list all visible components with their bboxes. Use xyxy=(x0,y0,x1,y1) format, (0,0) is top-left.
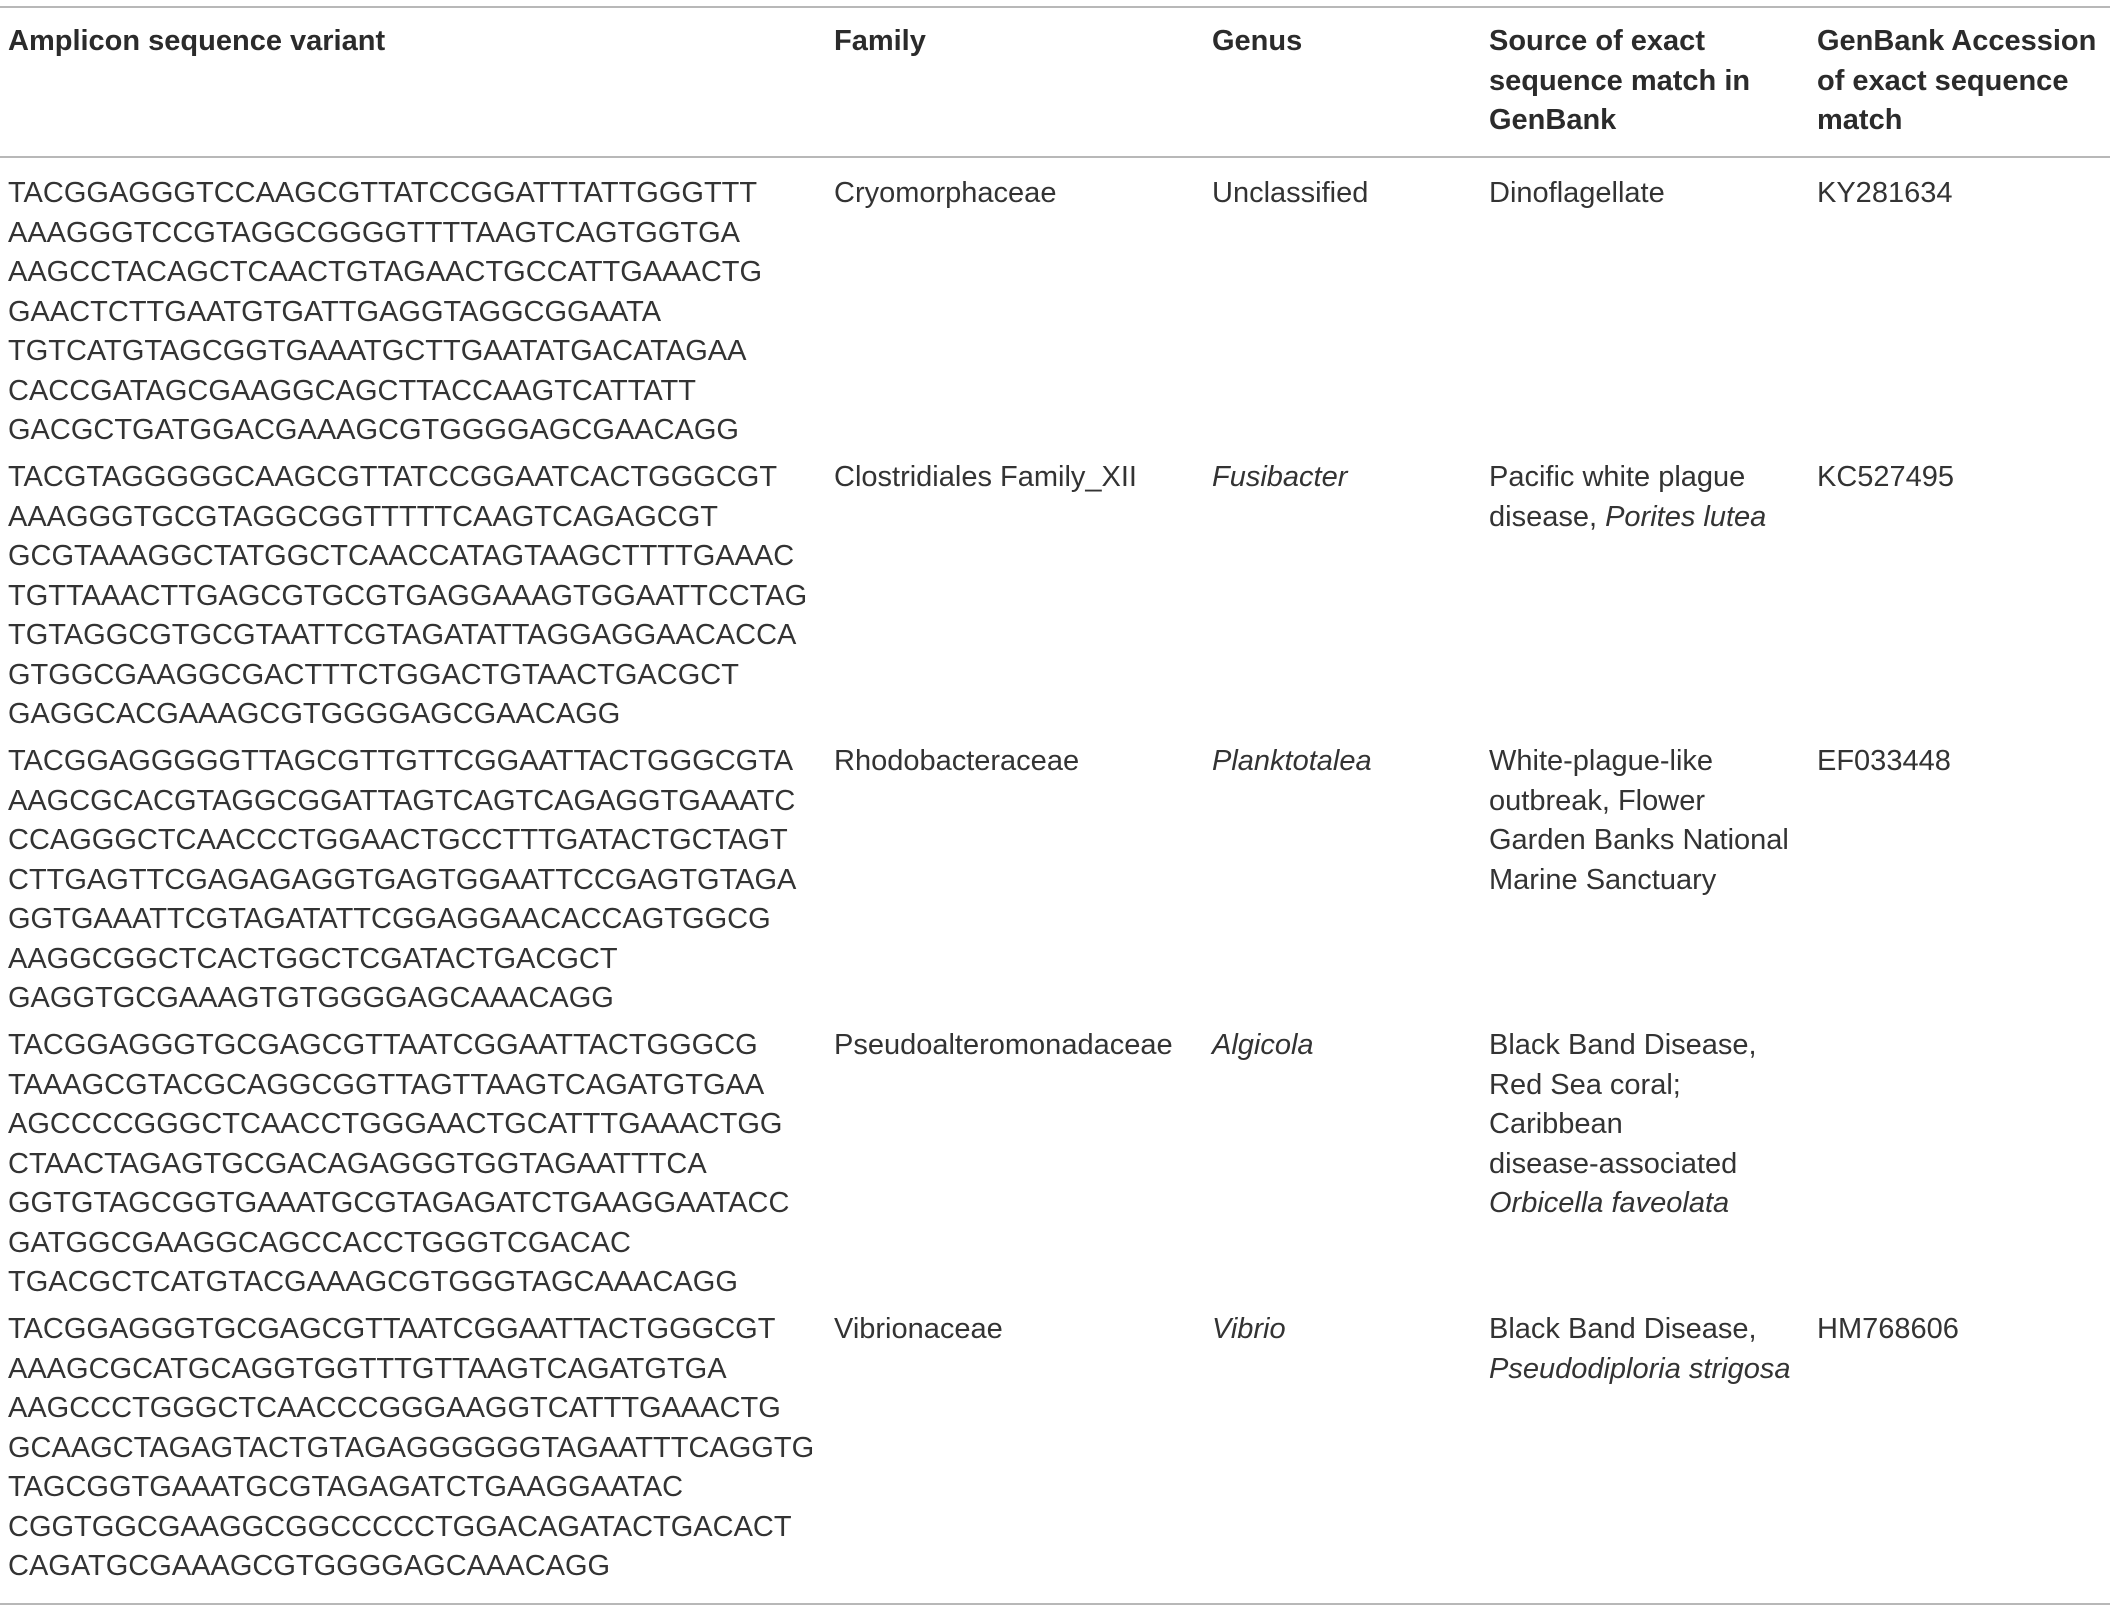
row1-genus: Unclassified xyxy=(1212,177,1369,209)
row1-family: Cryomorphaceae xyxy=(834,177,1057,209)
row2-family: Clostridiales Family_XII xyxy=(834,461,1137,493)
row1-sequence: TACGGAGGGTCCAAGCGTTATCCGGATTTATTGGGTTT AAAGGGTCCGTAGGCGGGGTTTTAAGTCAGTGGTGA AAGCCTACAGCTCAACTGTAGAACTGCCATTGAAACTG GAACTCTTGAATGTGATTGAGGTAGGCGGAATA TGTCATGTAGCGGTGAAATGCTTGAATATGACATAGAA CACCGATAGCGAAGGCAGCTTACCAAGTCATTATT GACGCTGATGGACGAAAGCGTGGGGAGCGAACAGG xyxy=(8,177,763,446)
row5-sequence: TACGGAGGGTGCGAGCGTTAATCGGAATTACTGGGCGT AAAGCGCATGCAGGTGGTTTGTTAAGTCAGATGTGA AAGCCCTGGGCTCAACCCGGGAAGGTCATTTGAAACTG GCAAGCTAGAGTACTGTAGAGGGGGGTAGAATTTCAGGTG TAGCGGTGAAATGCGTAGAGATCTGAAGGAATAC CGGTGGCGAAGGCGGCCCCCTGGACAGATACTGACACT CAGATGCGAAAGCGTGGGGAGCAAACAGG xyxy=(8,1313,815,1582)
row3-sequence: TACGGAGGGGGTTAGCGTTGTTCGGAATTACTGGGCGTA AAGCGCACGTAGGCGGATTAGTCAGTCAGAGGTGAAATC CCAGGGCTCAACCCTGGAACTGCCTTTGATACTGCTAGT CTTGAGTTCGAGAGAGGTGAGTGGAATTCCGAGTGTAGA GGTGAAATTCGTAGATATTCGGAGGAACACCAGTGGCG AAGGCGGCTCACTGGCTCGATACTGACGCT GAGGTGCGAAAGTGTGGGGAGCAAACAGG xyxy=(8,745,797,1014)
header-accession: GenBank Accession of exact sequence match xyxy=(1817,25,2097,136)
row1-source: Dinoflagellate xyxy=(1489,177,1665,209)
row3-family: Rhodobacteraceae xyxy=(834,745,1080,777)
row1-accession: KY281634 xyxy=(1817,177,1953,209)
header-family: Family xyxy=(834,25,926,57)
row4-family: Pseudoalteromonadaceae xyxy=(834,1029,1173,1061)
row2-sequence: TACGTAGGGGGCAAGCGTTATCCGGAATCACTGGGCGT AAAGGGTGCGTAGGCGGTTTTTCAAGTCAGAGCGT GCGTAAAGGCTATGGCTCAACCATAGTAAGCTTTTGAAAC TGTTAAACTTGAGCGTGCGTGAGGAAAGTGGAATTCCTAG TGTAGGCGTGCGTAATTCGTAGATATTAGGAGGAACACCA GTGGCGAAGGCGACTTTCTGGACTGTAACTGACGCT GAGGCACGAAAGCGTGGGGAGCGAACAGG xyxy=(8,461,808,730)
row5-genus: Vibrio xyxy=(1212,1313,1286,1345)
header-rule xyxy=(0,156,2110,158)
header-genus: Genus xyxy=(1212,25,1303,57)
row5-family: Vibrionaceae xyxy=(834,1313,1003,1345)
row2-source: Pacific white plague disease, Porites lutea xyxy=(1489,461,1767,533)
row2-genus: Fusibacter xyxy=(1212,461,1348,493)
header-source: Source of exact sequence match in GenBank xyxy=(1489,25,1751,136)
row4-source: Black Band Disease, Red Sea coral; Caribbean disease-associated Orbicella faveolata xyxy=(1489,1029,1757,1219)
row5-accession: HM768606 xyxy=(1817,1313,1959,1345)
row3-genus: Planktotalea xyxy=(1212,745,1372,777)
header-asv: Amplicon sequence variant xyxy=(8,25,386,57)
row4-genus: Algicola xyxy=(1212,1029,1314,1061)
row2-accession: KC527495 xyxy=(1817,461,1955,493)
table-top-rule xyxy=(0,6,2110,8)
row4-sequence: TACGGAGGGTGCGAGCGTTAATCGGAATTACTGGGCG TAAAGCGTACGCAGGCGGTTAGTTAAGTCAGATGTGAA AGCCCCGGGCTCAACCTGGGAACTGCATTTGAAACTGG CTAACTAGAGTGCGACAGAGGGTGGTAGAATTTCA GGTGTAGCGGTGAAATGCGTAGAGATCTGAAGGAATACC GATGGCGAAGGCAGCCACCTGGGTCGACAC TGACGCTCATGTACGAAAGCGTGGGTAGCAAACAGG xyxy=(8,1029,790,1298)
row3-source: White-plague-like outbreak, Flower Garden Banks National Marine Sanctuary xyxy=(1489,745,1789,896)
row5-source: Black Band Disease, Pseudodiploria strigosa xyxy=(1489,1313,1791,1385)
row3-accession: EF033448 xyxy=(1817,745,1951,777)
